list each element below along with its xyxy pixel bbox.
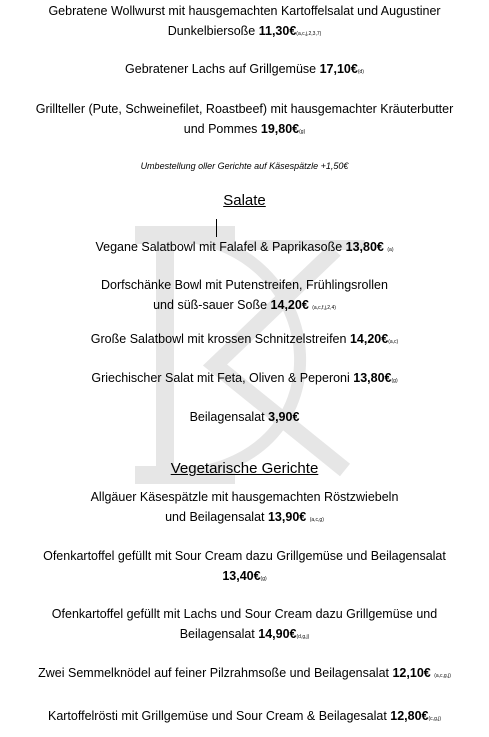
dish-3-line-2: und Pommes 19,80€(g) — [183, 122, 306, 136]
dish-1-line-1: Gebratene Wollwurst mit hausgemachten Kartoffelsalat und Augustiner — [48, 4, 441, 18]
veg-1-line-2: und Beilagensalat 13,90€ (a,c,g) — [165, 510, 324, 524]
salad-1: Vegane Salatbowl mit Falafel & Paprikasoße 13,80€ (a) — [95, 240, 394, 254]
veg-1-line-1: Allgäuer Käsespätzle mit hausgemachten Röstzwiebeln — [90, 490, 399, 504]
section-title-salate: Salate — [223, 192, 266, 209]
veg-3-line-1: Ofenkartoffel gefüllt mit Lachs und Sour Cream dazu Grillgemüse und — [51, 607, 438, 621]
veg-2-line-2: 13,40€(g) — [222, 569, 267, 583]
dish-3-line-1: Grillteller (Pute, Schweinefilet, Roastbeef) mit hausgemachter Kräuterbutter — [35, 102, 454, 116]
section-title-vegetarisch: Vegetarische Gerichte — [170, 460, 319, 477]
veg-5: Kartoffelrösti mit Grillgemüse und Sour Cream & Beilagesalat 12,80€(c,g,j) — [47, 709, 442, 723]
veg-3-line-2: Beilagensalat 14,90€(d,g,j) — [179, 627, 310, 641]
salad-2-line-2: und süß-sauer Soße 14,20€ (a,c,f,j,2,4) — [153, 298, 336, 312]
dish-1-line-2: Dunkelbiersoße 11,30€(a,c,j,2,3,7) — [167, 24, 322, 38]
dish-2: Gebratener Lachs auf Grillgemüse 17,10€(d) — [125, 62, 364, 76]
salad-5: Beilagensalat 3,90€ — [189, 410, 300, 424]
veg-2-line-1: Ofenkartoffel gefüllt mit Sour Cream dazu Grillgemüse und Beilagensalat — [43, 549, 446, 563]
salad-4: Griechischer Salat mit Feta, Oliven & Peperoni 13,80€(g) — [91, 371, 398, 385]
text-cursor — [216, 219, 217, 237]
substitution-note: Umbestellung oller Gerichte auf Käsespätzle +1,50€ — [140, 161, 349, 171]
salad-2-line-1: Dorfschänke Bowl mit Putenstreifen, Frühlingsrollen — [101, 278, 388, 292]
salad-3: Große Salatbowl mit krossen Schnitzelstreifen 14,20€(a,c) — [90, 332, 399, 346]
veg-4: Zwei Semmelknödel auf feiner Pilzrahmsoße und Beilagensalat 12,10€ (a,c,g,j) — [38, 666, 451, 680]
